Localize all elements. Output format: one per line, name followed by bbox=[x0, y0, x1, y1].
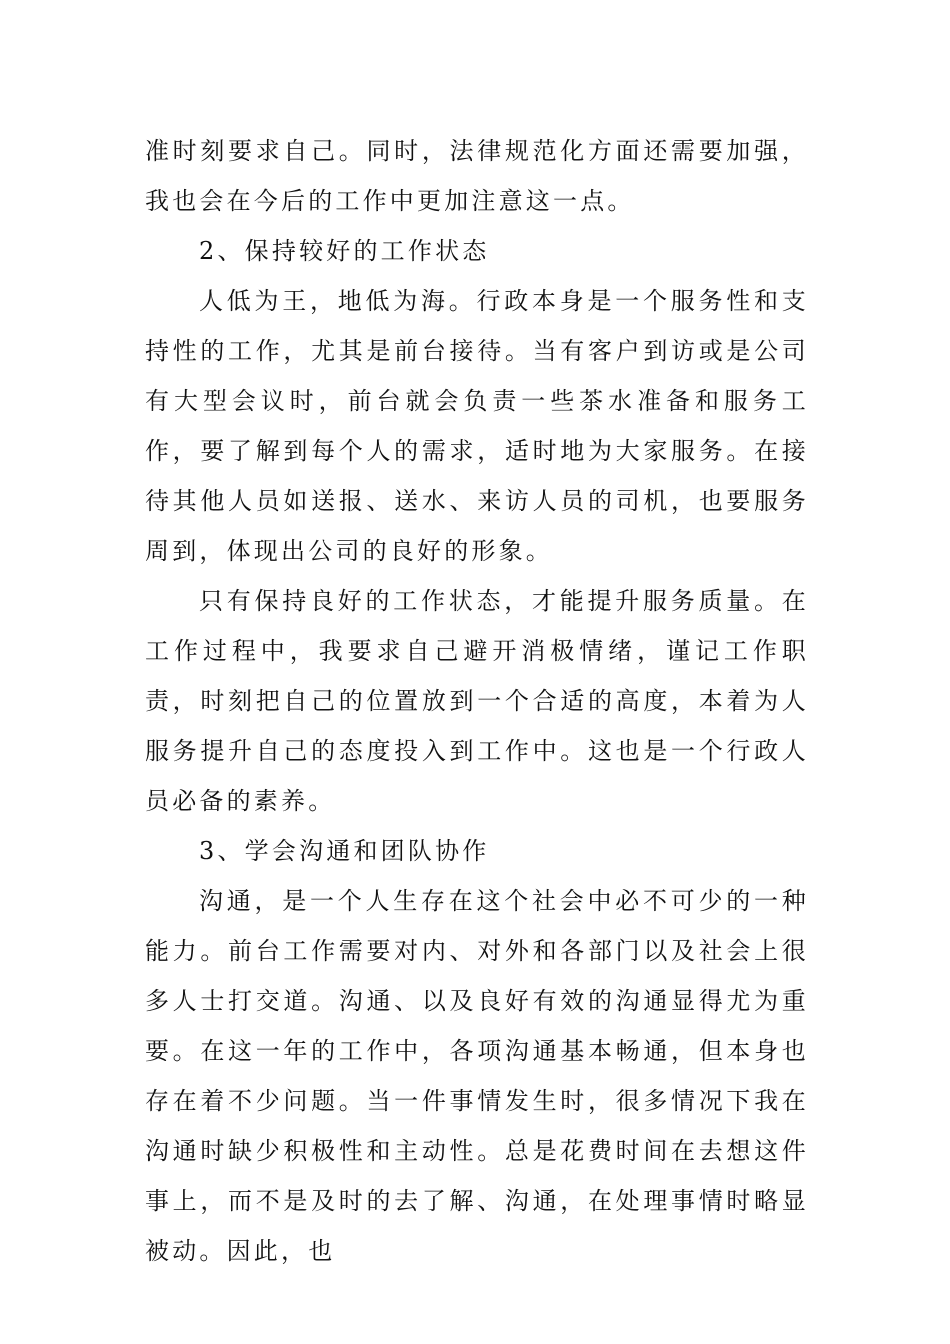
paragraph-continuation: 准时刻要求自己。同时，法律规范化方面还需要加强，我也会在今后的工作中更加注意这一点。 bbox=[145, 137, 809, 215]
paragraph-work-state: 只有保持良好的工作状态，才能提升服务质量。在工作过程中，我要求自己避开消极情绪，谨记工作职责，时刻把自己的位置放到一个合适的高度，本着为人服务提升自己的态度投入到工作中。这也是一个行政人员必备的素养。 bbox=[145, 587, 809, 815]
document-body bbox=[145, 126, 809, 1276]
section-heading-3: 3、学会沟通和团队协作 bbox=[199, 837, 490, 865]
section-heading-2: 2、保持较好的工作状态 bbox=[199, 237, 490, 265]
paragraph-communication: 沟通，是一个人生存在这个社会中必不可少的一种能力。前台工作需要对内、对外和各部门以及社会上很多人士打交道。沟通、以及良好有效的沟通显得尤为重要。在这一年的工作中，各项沟通基本畅通，但本身也存在着不少问题。当一件事情发生时，很多情况下我在沟通时缺少积极性和主动性。总是花费时间在去想这件事上，而不是及时的去了解、沟通，在处理事情时略显被动。因此，也 bbox=[145, 887, 809, 1265]
paragraph-service: 人低为王，地低为海。行政本身是一个服务性和支持性的工作，尤其是前台接待。当有客户到访或是公司有大型会议时，前台就会负责一些茶水准备和服务工作，要了解到每个人的需求，适时地为大家服务。在接待其他人员如送报、送水、来访人员的司机，也要服务周到，体现出公司的良好的形象。 bbox=[145, 287, 809, 565]
